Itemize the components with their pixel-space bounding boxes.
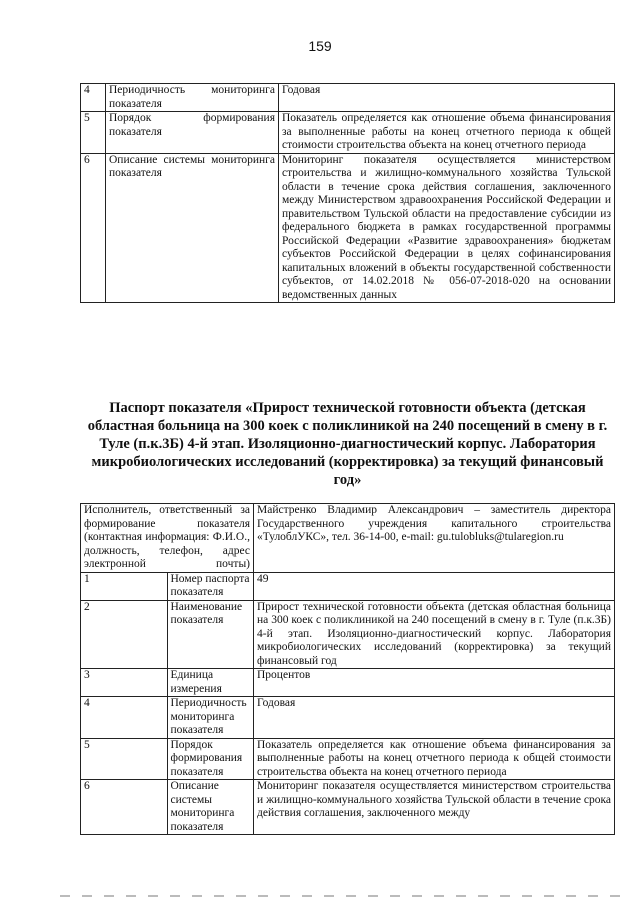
table-row-executor [81, 504, 615, 573]
table-row [81, 780, 615, 835]
row-number: 3 [81, 669, 168, 697]
table-row [81, 600, 615, 669]
row-number: 4 [81, 84, 106, 112]
row-value: 49 [254, 572, 615, 600]
row-label: Периодичность мониторинга показателя [167, 697, 254, 739]
row-value: Процентов [254, 669, 615, 697]
table-row [81, 572, 615, 600]
row-number: 1 [81, 572, 168, 600]
row-number: 5 [81, 112, 106, 154]
table-row [81, 738, 615, 780]
row-label: Описание системы мониторинга показателя [167, 780, 254, 835]
table-row [81, 697, 615, 739]
row-number: 4 [81, 697, 168, 739]
row-value: Мониторинг показателя осуществляется министерством строительства и жилищно-коммунального хозяйства Тульской области в течение срока действия соглашения, заключенного между Министерством здравоохранения Российской Федерации и правительством Тульской области на предоставление субсидии из федерального бюджета в рамках государственной программы Российской Федерации «Развитие здравоохранения» бюджетам субъектов Российской Федерации в целях софинансирования капитальных вложений в объекты государственной собственности субъектов, от 14.02.2018 № 056-07-2018-020 на основании ведомственных данных [279, 153, 615, 303]
executor-value: Майстренко Владимир Александрович – заместитель директора Государственного учреждения капитального строительства «ТулоблУКС», тел. 36-14-00, e-mail: gu.tulobluks@tularegion.ru [254, 504, 615, 573]
row-value: Показатель определяется как отношение объема финансирования за выполненные работы на конец отчетного периода к общей стоимости строительства объекта на конец отчетного периода [254, 738, 615, 780]
row-label: Наименование показателя [167, 600, 254, 669]
table-row [81, 112, 615, 154]
row-value: Показатель определяется как отношение объема финансирования за выполненные работы на конец отчетного периода к общей стоимости строительства объекта на конец отчетного периода [279, 112, 615, 154]
scan-edge-artifact [60, 895, 620, 897]
row-label: Порядок формирования показателя [106, 112, 279, 154]
row-label: Единица измерения [167, 669, 254, 697]
row-label: Описание системы мониторинга показателя [106, 153, 279, 303]
indicator-passport-table [80, 503, 615, 835]
row-number: 2 [81, 600, 168, 669]
row-value: Годовая [254, 697, 615, 739]
row-label: Номер паспорта показателя [167, 572, 254, 600]
table-row [81, 153, 615, 303]
row-value: Годовая [279, 84, 615, 112]
indicator-table-continued [80, 83, 615, 303]
row-label: Периодичность мониторинга показателя [106, 84, 279, 112]
passport-title: Паспорт показателя «Прирост технической готовности объекта (детская областная больница на 300 коек с поликлиникой на 240 посещений в смену в г. Туле (п.к.3Б) 4-й этап. Изоляционно-диагностический корпус. Лаборатория микробиологических исследований (корректировка) за текущий финансовый год» [87, 400, 608, 488]
row-value: Прирост технической готовности объекта (детская областная больница на 300 коек с поликлиникой на 240 посещений в смену в г. Туле (п.к.3Б) 4-й этап. Изоляционно-диагностический корпус. Лаборатория микробиологических исследований (корректировка) за текущий финансовый год [254, 600, 615, 669]
executor-label: Исполнитель, ответственный за формирование показателя (контактная информация: Ф.И.О., должность, телефон, адрес электронной почты) [81, 504, 254, 573]
row-number: 6 [81, 780, 168, 835]
row-label: Порядок формирования показателя [167, 738, 254, 780]
page-number: 159 [308, 38, 332, 54]
row-number: 6 [81, 153, 106, 303]
table-row [81, 669, 615, 697]
row-number: 5 [81, 738, 168, 780]
table-row [81, 84, 615, 112]
row-value: Мониторинг показателя осуществляется министерством строительства и жилищно-коммунального хозяйства Тульской области в течение срока действия соглашения, заключенного между [254, 780, 615, 835]
